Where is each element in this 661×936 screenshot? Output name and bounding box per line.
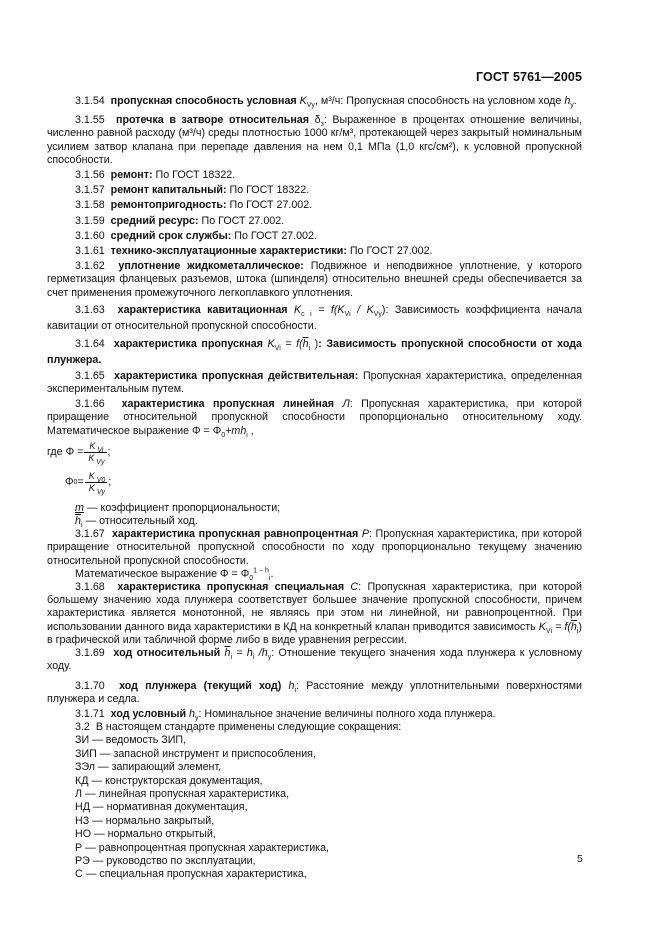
term-3-1-55: 3.1.55 протечка в затворе относительная $\delta_з$: Выраженное в процентах отношение величины, численно равной расходу (м³/ч) среды плотностью 1000 кг/м³, протекающей через закрытый номинальным усилием затвор клапана при перепаде давления на нем 0,1 МПа (1,0 кгс/см²), к условной пропускной способности. (47, 114, 582, 166)
term-3-1-68: 3.1.68 характеристика пропускная специальная С: Пропускная характеристика, при которой большему значению хода плунжера соответствует большее значение пропускной способности, причем характеристика является монотонной, не являясь при этом ни линейной, ни равнопроцентной. При использовании данного вида характеристики в КД на конкретный клапан приводится зависимость $K_{Vi} = f(\overline{h}_i)$ в графической или табличной форме либо в виде уравнения регрессии. (47, 581, 582, 646)
term-3-1-54: 3.1.54 пропускная способность условная $K_{Vу}$, м³/ч: Пропускная способность на условном ходе $h_у$. (75, 95, 577, 110)
term-3-1-60: 3.1.60 средний срок службы: По ГОСТ 27.002. (75, 229, 317, 242)
abbreviation-item: Р — равнопроцентная пропускная характеристика, (75, 841, 330, 854)
formula-phi: где Φ = $\frac{K _{Vi}}{K _{Vу}}$ ; (47, 441, 111, 467)
term-3-1-70: 3.1.70 ход плунжера (текущий ход) $h_i$: Расстояние между уплотнительными поверхностями плунжера и седла. (47, 679, 582, 705)
term-3-1-66: 3.1.66 характеристика пропускная линейная Л: Пропускная характеристика, при которой приращение относительной пропускной способности пропорционально относительному ходу. Математическое выражение $\Phi = \Phi_0+mh_i$ , (47, 398, 582, 439)
abbreviation-item: ЗИ — ведомость ЗИП, (75, 734, 187, 747)
abbreviation-item: С — специальная пропускная характеристика, (75, 868, 307, 881)
abbreviation-item: НО — нормально открытый, (75, 828, 216, 841)
variable-h: $\overline{h}_i$ — относительный ход. (75, 515, 198, 530)
term-3-1-67-math: Математическое выражение $\Phi = \Phi_0^{1 - h}_i$. (75, 567, 274, 583)
term-3-1-57: 3.1.57 ремонт капитальный: По ГОСТ 18322. (75, 184, 310, 197)
fraction-phi0: $\frac{K _{V0}}{K _{Vу}}$ (85, 471, 108, 494)
term-3-1-59: 3.1.59 средний ресурс: По ГОСТ 27.002. (75, 214, 285, 227)
term-3-1-62: 3.1.62 уплотнение жидкометаллическое: Подвижное и неподвижное уплотнение, у которого герметизация фланцевых разъемов, штока (шпинделя) относительно внешней среды обеспечивается за счет применения промежуточного легкоплавкого уплотнения. (47, 260, 582, 299)
standard-header: ГОСТ 5761—2005 (476, 70, 582, 84)
variable-m: m — коэффициент пропорциональности; (75, 501, 281, 514)
abbreviation-item: РЭ — руководство по эксплуатации, (75, 854, 256, 867)
abbreviation-list (47, 734, 582, 881)
abbreviation-item: ЗЭл — запирающий элемент, (75, 761, 222, 774)
term-3-1-71: 3.1.71 ход условный $h_у$: Номинальное значение величины полного хода плунжера. (75, 707, 496, 723)
term-3-1-56: 3.1.56 ремонт: По ГОСТ 18322. (75, 169, 236, 182)
term-3-1-58: 3.1.58 ремонтопригодность: По ГОСТ 27.002. (75, 199, 313, 212)
abbreviation-item: КД — конструкторская документация, (75, 774, 263, 787)
page-number: 5 (577, 853, 583, 865)
term-3-1-65: 3.1.65 характеристика пропускная действительная: Пропускная характеристика, определенная экспериментальным путем. (47, 369, 582, 396)
document-body (47, 95, 582, 882)
formula-phi0: Φ 0 = $\frac{K _{V0}}{K _{Vу}}$ ; (65, 471, 112, 497)
section-3-2: 3.2 В настоящем стандарте применены следующие сокращения: (75, 721, 402, 734)
term-3-1-61: 3.1.61 технико-эксплуатационные характеристики: По ГОСТ 27.002. (75, 245, 433, 258)
abbreviation-item: ЗИП — запасной инструмент и приспособления, (75, 747, 316, 760)
abbreviation-item: НД — нормативная документация, (75, 801, 248, 814)
abbreviation-item: Л — линейная пропускная характеристика, (75, 787, 290, 800)
fraction-phi: $\frac{K _{Vi}}{K _{Vу}}$ (84, 441, 106, 464)
term-3-1-69: 3.1.69 ход относительный $\overline{h}_i = h_i$ $/h_у$: Отношение текущего значения хода плунжера к условному ходу. (47, 647, 582, 673)
abbreviation-item: НЗ — нормально закрытый, (75, 814, 215, 827)
term-3-1-64: 3.1.64 характеристика пропускная $K_{Vi} = f(\overline{h}_i$ ): Зависимость пропускной способности от хода плунжера. (47, 337, 582, 366)
term-3-1-63: 3.1.63 характеристика кавитационная $K_{c i} = f(K_{Vi} / K_{Vу})$: Зависимость коэффициента начала кавитации от относительной пропускной способности. (47, 303, 582, 332)
term-3-1-67: 3.1.67 характеристика пропускная равнопроцентная Р: Пропускная характеристика, при которой приращение относительной пропускной способности по ходу пропорционально текущему значению относительной пропускной способности. (47, 528, 582, 567)
